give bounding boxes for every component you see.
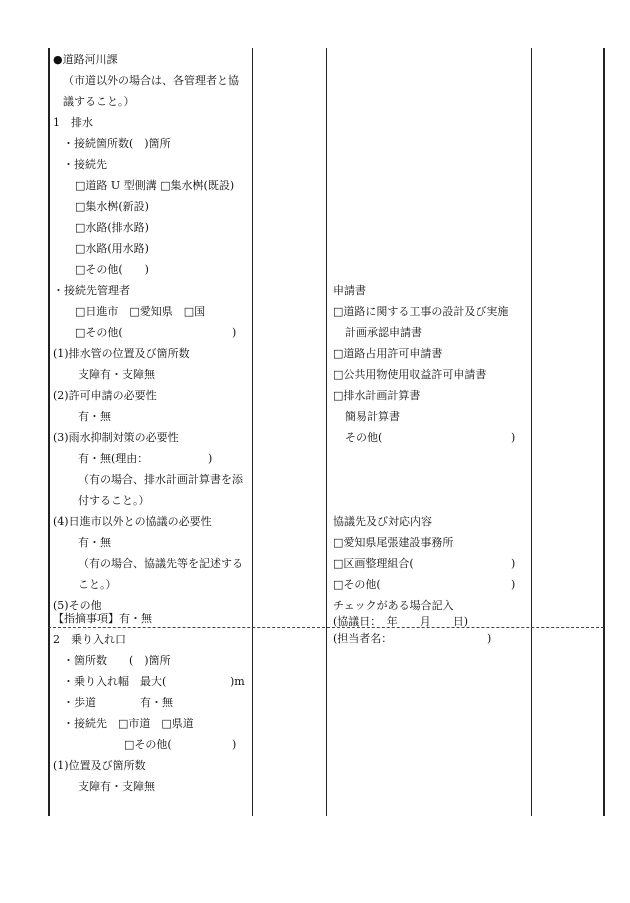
column-divider-3 [531,48,532,816]
document-sub: その他( [345,431,383,444]
checkbox-option: □道路 U 型側溝 □集水桝(既設) [75,179,235,192]
unit-m: )m [230,675,245,688]
table-left-border [48,48,50,816]
field-connection-count: ・接続箇所数( )箇所 [63,137,171,150]
consultation-checkbox: □区画整理組合( [333,557,414,570]
checkbox-option: □その他( ) [75,263,149,276]
remarks-line: 【指摘事項】有・無 [53,612,152,625]
answer-line: 有・無 [78,410,111,423]
field-connection: ・接続先 □市道 □県道 [63,717,194,730]
checkbox-option: □水路(排水路) [75,221,149,234]
paren-close: ) [232,738,237,751]
checkbox-option: □日進市 □愛知県 □国 [75,305,206,318]
consultation-checkbox: □愛知県尾張建設事務所 [333,536,454,549]
checkbox-option: □その他( [75,326,123,339]
subitem-heading: (4)日進市以外との協議の必要性 [53,515,212,528]
subitem-heading: (2)許可申請の必要性 [53,389,157,402]
document-checkbox: □公共用物使用収益許可申請書 [333,368,487,381]
note-line: 議すること。） [63,95,135,108]
paren-close: ) [487,632,492,645]
paren-close: ) [511,557,516,570]
document-checkbox-cont: 計画承認申請書 [345,326,422,339]
answer-line: 有・無(理由： [78,452,149,465]
checkbox-option: □水路(用水路) [75,242,149,255]
answer-line: 支障有・支障無 [78,368,155,381]
person-in-charge: (担当者名： [333,632,393,645]
answer-line: 有・無 [78,536,111,549]
checkbox-option: □集水桝(新設) [75,200,149,213]
paren-close: ) [208,452,213,465]
answer-line: 支障有・支障無 [78,780,155,793]
paren-close: ) [511,431,516,444]
check-note: チェックがある場合記入 [333,599,454,612]
subitem-heading: (1)位置及び箇所数 [53,759,146,772]
consultation-checkbox: □その他( [333,578,381,591]
subitem-heading: (1)排水管の位置及び箇所数 [53,347,190,360]
note-line: （有の場合、排水計画計算書を添 [78,473,243,486]
section-divider [48,627,604,628]
field-count: ・箇所数 ( )箇所 [63,654,171,667]
note-line: （市道以外の場合は、各管理者と協 [63,74,239,87]
subitem-heading: (3)雨水抑制対策の必要性 [53,431,179,444]
document-checkbox: □道路占用許可申請書 [333,347,443,360]
note-line: こと。） [78,578,117,591]
documents-heading: 申請書 [333,284,366,297]
field-manager: ・接続先管理者 [53,284,130,297]
paren-close: ) [232,326,237,339]
consultation-heading: 協議先及び対応内容 [333,515,432,528]
checkbox-option: □その他( [124,738,172,751]
document-sub: 簡易計算書 [345,410,400,423]
subitem-heading: (5)その他 [53,599,102,612]
item-heading-drainage: 1 排水 [53,116,93,129]
document-checkbox: □排水計画計算書 [333,389,421,402]
item-heading-driveway: 2 乗り入れ口 [53,633,126,646]
field-connection-target: ・接続先 [63,158,107,171]
field-sidewalk: ・歩道 有・無 [63,696,173,709]
field-width: ・乗り入れ幅 最大( [63,675,167,688]
dept-heading: ●道路河川課 [53,53,118,66]
consultation-date: (協議日： 年 月 日) [333,615,469,628]
note-line: 付すること。） [78,494,150,507]
column-divider-1 [252,48,253,816]
note-line: （有の場合、協議先等を記述する [78,557,243,570]
paren-close: ) [511,578,516,591]
table-right-border [603,48,605,816]
document-checkbox: □道路に関する工事の設計及び実施 [333,305,509,318]
column-divider-2 [326,48,327,816]
